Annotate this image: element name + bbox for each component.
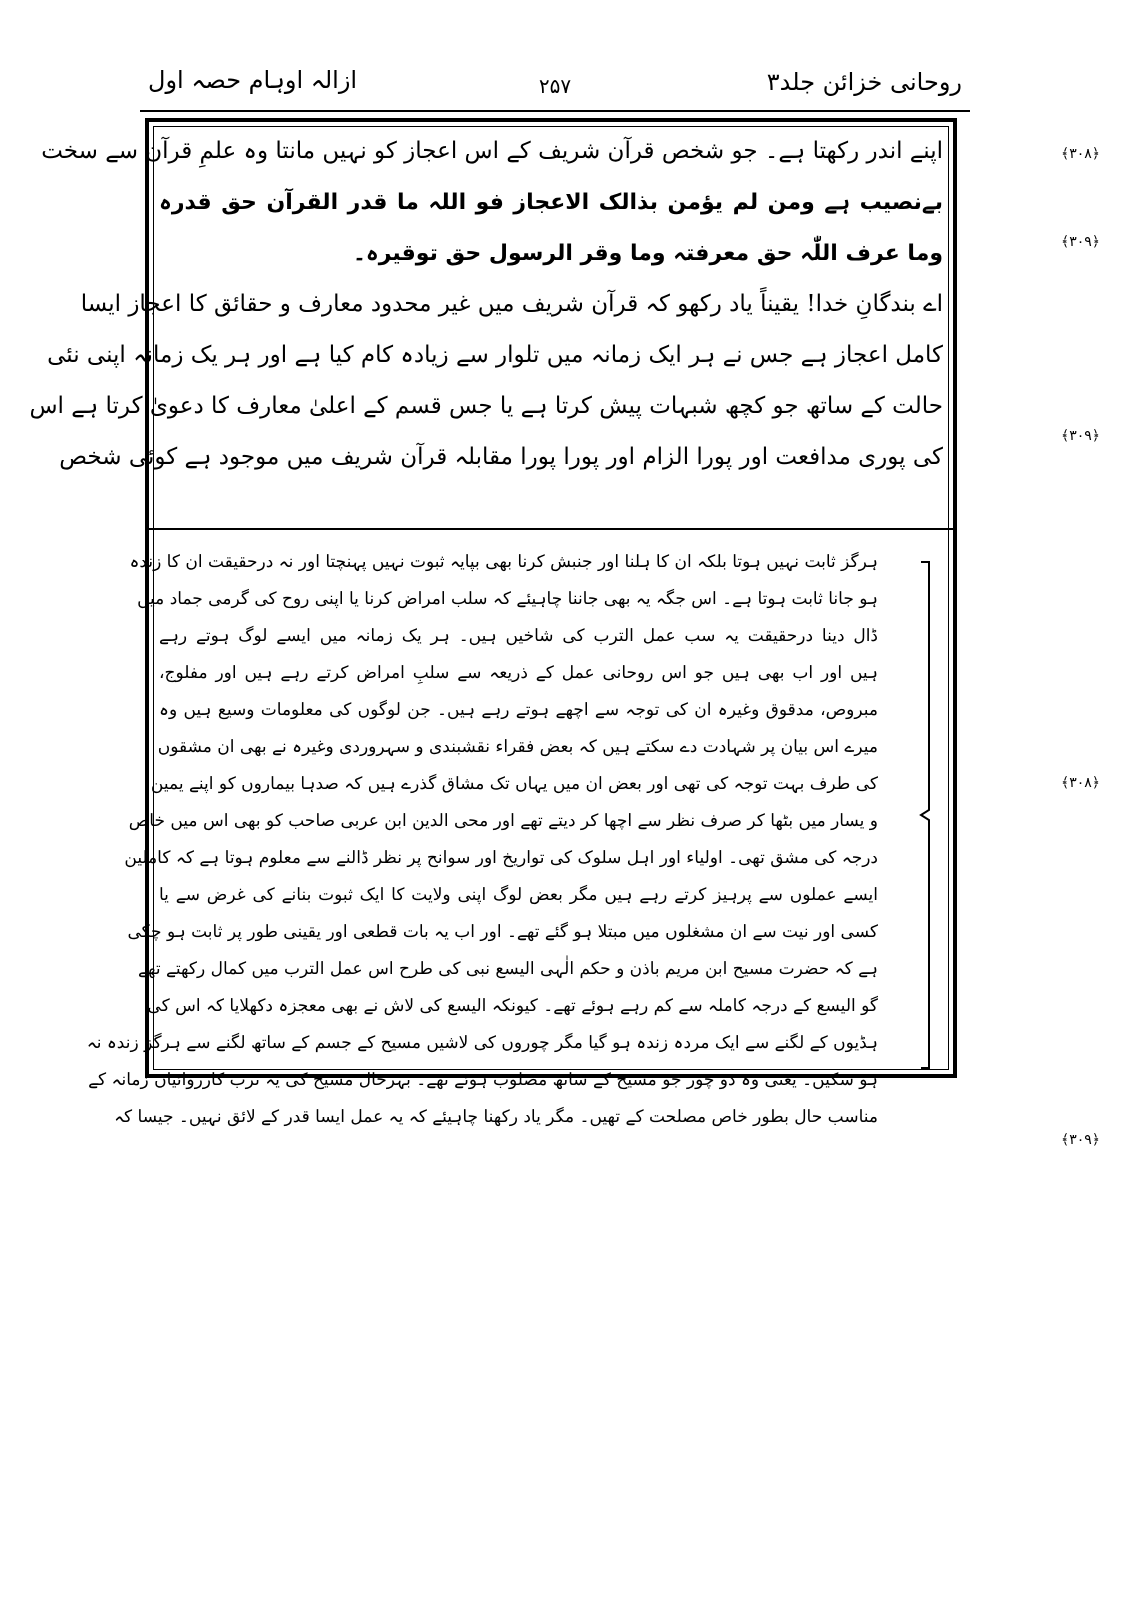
footnote-line: ہڈیوں کے لگنے سے ایک مردہ زندہ ہو گیا مگر چوروں کی لاشیں مسیح کے جسم کے ساتھ لگنے سے ہرگز زندہ نہ — [86, 1033, 878, 1053]
book-title: روحانی خزائن جلد۳ — [766, 68, 962, 96]
main-line: اپنے اندر رکھتا ہے۔ جو شخص قرآن شریف کے اس اعجاز کو نہیں مانتا وہ علمِ قرآن سے سخت — [41, 138, 943, 164]
main-line: اے بندگانِ خدا! یقیناً یاد رکھو کہ قرآن شریف میں غیر محدود معارف و حقائق کا اعجاز ایسا — [80, 291, 943, 317]
footnote-line: ہے کہ حضرت مسیح ابن مریم باذن و حکم الٰہی الیسع نبی کی طرح اس عمل الترب میں کمال رکھتے تھے — [138, 959, 878, 979]
main-line: حالت کے ساتھ جو کچھ شبہات پیش کرتا ہے یا جس قسم کے اعلیٰ معارف کا دعویٰ کرتا ہے اس — [29, 393, 943, 419]
footnote-line: درجہ کی مشق تھی۔ اولیاء اور اہل سلوک کی تواریخ اور سوانح پر نظر ڈالنے سے معلوم ہوتا ہے کہ کاملین — [124, 848, 878, 868]
footnote-line: گو الیسع کے درجہ کاملہ سے کم رہے ہوئے تھے۔ کیونکہ الیسع کی لاش نے بھی معجزہ دکھلایا کہ اس کی — [147, 996, 878, 1016]
footnote-line: کسی اور نیت سے ان مشغلوں میں مبتلا ہو گئے تھے۔ اور اب یہ بات قطعی اور یقینی طور پر ثابت ہو چکی — [127, 922, 878, 942]
margin-marker: ﴿۳۰۸﴾ — [1061, 146, 1100, 162]
footnote-line: ہرگز ثابت نہیں ہوتا بلکہ ان کا ہلنا اور جنبش کرنا بھی بپایہ ثبوت نہیں پہنچتا اور نہ درحقیقت ان کا زندہ — [129, 552, 878, 572]
section-divider — [149, 528, 953, 530]
footnote-line: ایسے عملوں سے پرہیز کرتے رہے ہیں مگر بعض لوگ اپنی ولایت کا ایک ثبوت بنانے کی غرض سے یا — [159, 885, 878, 905]
page-frame — [29, 118, 957, 1127]
main-text-block — [29, 126, 943, 534]
footnote-line: و یسار میں بٹھا کر صرف نظر سے اچھا کر دیتے تھے اور محی الدین ابن عربی صاحب کو بھی اس میں خاص — [128, 811, 878, 831]
main-line-arabic: وما عرف اللّٰہ حق معرفتہ وما وقر الرسول حق توقیرہ۔ — [352, 241, 943, 266]
main-line: کی پوری مدافعت اور پورا الزام اور پورا پورا مقابلہ قرآن شریف میں موجود ہے کوئی شخص — [59, 444, 943, 470]
main-line-arabic: بےنصیب ہے ومن لم یؤمن بذالک الاعجاز فو اللہ ما قدر القرآن حق قدرہ — [159, 190, 943, 215]
footnote-line: ہو جانا ثابت ہوتا ہے۔ اس جگہ یہ بھی جاننا چاہیئے کہ سلب امراض کرنا یا اپنی روح کی گرمی جماد میں — [137, 589, 878, 609]
footnote-line: مبروص، مدقوق وغیرہ ان کی توجہ سے اچھے ہوتے رہے ہیں۔ جن لوگوں کی معلومات وسیع ہیں وہ — [159, 700, 878, 720]
footnote-line: کی طرف بہت توجہ کی تھی اور بعض ان میں یہاں تک مشاق گذرے ہیں کہ صدہا بیماروں کو اپنے یمین — [150, 774, 878, 794]
footnote-line: ڈال دینا درحقیقت یہ سب عمل الترب کی شاخیں ہیں۔ ہر یک زمانہ میں ایسے لوگ ہوتے رہے — [159, 626, 878, 646]
page-header — [140, 62, 970, 112]
page-number: ۲۵۷ — [538, 74, 572, 98]
footnote-line: میرے اس بیان پر شہادت دے سکتے ہیں کہ بعض فقراء نقشبندی و سہروردی وغیرہ نے بھی ان مشقوں — [157, 737, 878, 757]
footnote-line: مناسب حال بطور خاص مصلحت کے تھیں۔ مگر یاد رکھنا چاہیئے کہ یہ عمل ایسا قدر کے لائق نہیں۔ جیسا کہ — [114, 1107, 878, 1127]
margin-marker: ﴿۳۰۹﴾ — [1061, 234, 1100, 250]
footnote-block — [86, 544, 878, 1136]
margin-marker: ﴿۳۰۸﴾ — [1061, 775, 1100, 791]
footnote-line: ہیں اور اب بھی ہیں جو اس روحانی عمل کے ذریعہ سے سلبِ امراض کرتے رہے ہیں اور مفلوج، — [159, 663, 878, 683]
main-line: کامل اعجاز ہے جس نے ہر ایک زمانہ میں تلوار سے زیادہ کام کیا ہے اور ہر یک زمانہ اپنی نئی — [47, 342, 943, 368]
footnote-line: ہو سکیں۔ یعنی وہ دو چور جو مسیح کے ساتھ مصلوب ہوئے تھے۔ بہرحال مسیح کی یہ ترب کارروائیاں زمانہ کے — [88, 1070, 878, 1090]
margin-marker: ﴿۳۰۹﴾ — [1061, 428, 1100, 444]
footnote-bracket-icon — [919, 560, 933, 1070]
section-title: ازالہ اوہام حصہ اول — [148, 66, 358, 94]
margin-marker: ﴿۳۰۹﴾ — [1061, 1132, 1100, 1148]
